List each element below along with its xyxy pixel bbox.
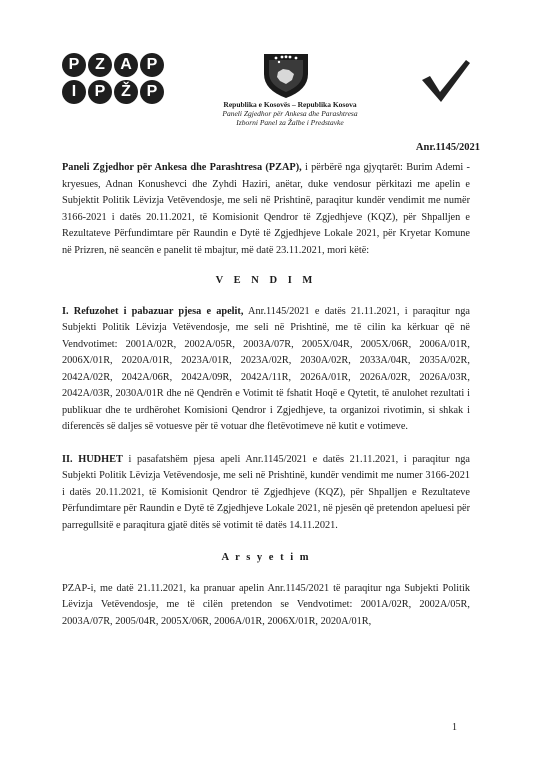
logo-letter: P xyxy=(140,53,164,77)
heading-arsyetim: A r s y e t i m xyxy=(221,552,311,563)
logo-letter: P xyxy=(140,80,164,104)
heading-vendim: V E N D I M xyxy=(215,275,317,286)
pzap-logo xyxy=(62,53,170,107)
reasoning-paragraph: PZAP-i, me datë 21.11.2021, ka pranuar apelin Anr.1145/2021 të paraqitur nga Subjekti Politik Lëvizja Vetëvendosje, me të cilën pretendon se Vendvotimet: 2001A/02R, 2002A/05R, 2003A/07R, 2005/04R, 2005X/06R, 2006A/01R, 2006X/01R, 2020A/01R, xyxy=(62,582,470,627)
case-number: Anr.1145/2021 xyxy=(415,142,480,153)
logo-letter: A xyxy=(114,53,138,77)
panel-name-serbian: Izborni Panel za Žalbe i Predstavke xyxy=(236,118,344,127)
kosovo-emblem-icon xyxy=(256,52,316,100)
section-2-bold: II. HUDHET xyxy=(62,453,123,465)
section-1-paragraph xyxy=(62,304,470,436)
intro-bold: Paneli Zgjedhor për Ankesa dhe Parashtresa (PZAP), xyxy=(62,162,302,173)
document-body xyxy=(62,160,470,630)
institution-header xyxy=(180,100,400,127)
ipzp-logo-row xyxy=(62,80,170,104)
republic-name: Republika e Kosovës – Republika Kosova xyxy=(223,100,357,109)
intro-paragraph xyxy=(62,160,470,259)
pzap-logo-row xyxy=(62,53,170,77)
checkmark-icon xyxy=(420,58,472,104)
intro-text: i përbërë nga gjyqtarët: Burim Ademi - kryesues, Adnan Konushevci dhe Zyhdi Haziri, anëtar, duke vendosur përkitazi me apelin e Subjektit Politik Lëvizja Vetëvendosje, me seli në Prishtinë, paraqitur kundër vendimit me numër 3166-2021 i datës 20.11.2021, të Komisionit Qendror të Zgjedhjeve (KQZ), për Shpalljen e Rezultateve Përfundimtare për Raundin e Dytë të Zgjedhjeve Lokale 2021, për Kryetar Komune në Prizren, në seancën e panelit të mbajtur, më datë 23.11.2021, mori këtë: xyxy=(62,162,470,256)
logo-letter: P xyxy=(88,80,112,104)
section-1-bold: I. Refuzohet i pabazuar pjesa e apelit, xyxy=(62,305,244,317)
section-2-paragraph xyxy=(62,452,470,535)
logo-letter: I xyxy=(62,80,86,104)
logo-letter: Ž xyxy=(114,80,138,104)
logo-letter: P xyxy=(62,53,86,77)
panel-name-albanian: Paneli Zgjedhor për Ankesa dhe Parashtresa xyxy=(222,109,358,118)
section-2-text: i pasafatshëm pjesa apeli Anr.1145/2021 e datës 21.11.2021, i paraqitur nga Subjekti Politik Lëvizja Vetëvendosje, me seli në Prishtinë, kundër vendimit me numer 3166-2021 i datës 20.11.2021, të Komisionit Qendror të Zgjedhjeve (KQZ), për Shpalljen e Rezultateve Përfundimtare për Raundin e Dytë të Zgjedhjeve Lokale 2021, në pjesën që pretendon apeluesi për parregullsitë e paraqitura gjatë ditës së votimit të datës 14.11.2021. xyxy=(62,453,470,531)
logo-letter: Z xyxy=(88,53,112,77)
section-1-text: Anr.1145/2021 e datës 21.11.2021, i paraqitur nga Subjekti Politik Lëvizja Vetëvendosje, me seli në Prishtinë, me të cilin ka kërkuar që në Vendvotimet: 2001A/02R, 2002A/05R, 2003A/07R, 2005X/04R, 2005X/06R, 2006A/01R, 2006X/01R, 2020A/01R, 2023A/01R, 2023A/02R, 2030A/02R, 2033A/04R, 2035A/02R, 2042A/02R, 2042A/06R, 2042A/09R, 2042A/11R, 2026A/01R, 2026A/02R, 2026A/03R, 2042A/03R, 2030A/01R dhe në Qendrën e Votimit të fshatit Hoqë e Qytetit, të anulohet rezultati i publikuar dhe te urdhërohet Komisioni Qendror i Zgjedhjeve, ta organizoi rivotimin, si shkak i diferencës së daljes së votuesve për të votuar dhe fletëvotimeve në kutit e votimeve. xyxy=(62,305,470,432)
page-number: 1 xyxy=(452,722,457,733)
